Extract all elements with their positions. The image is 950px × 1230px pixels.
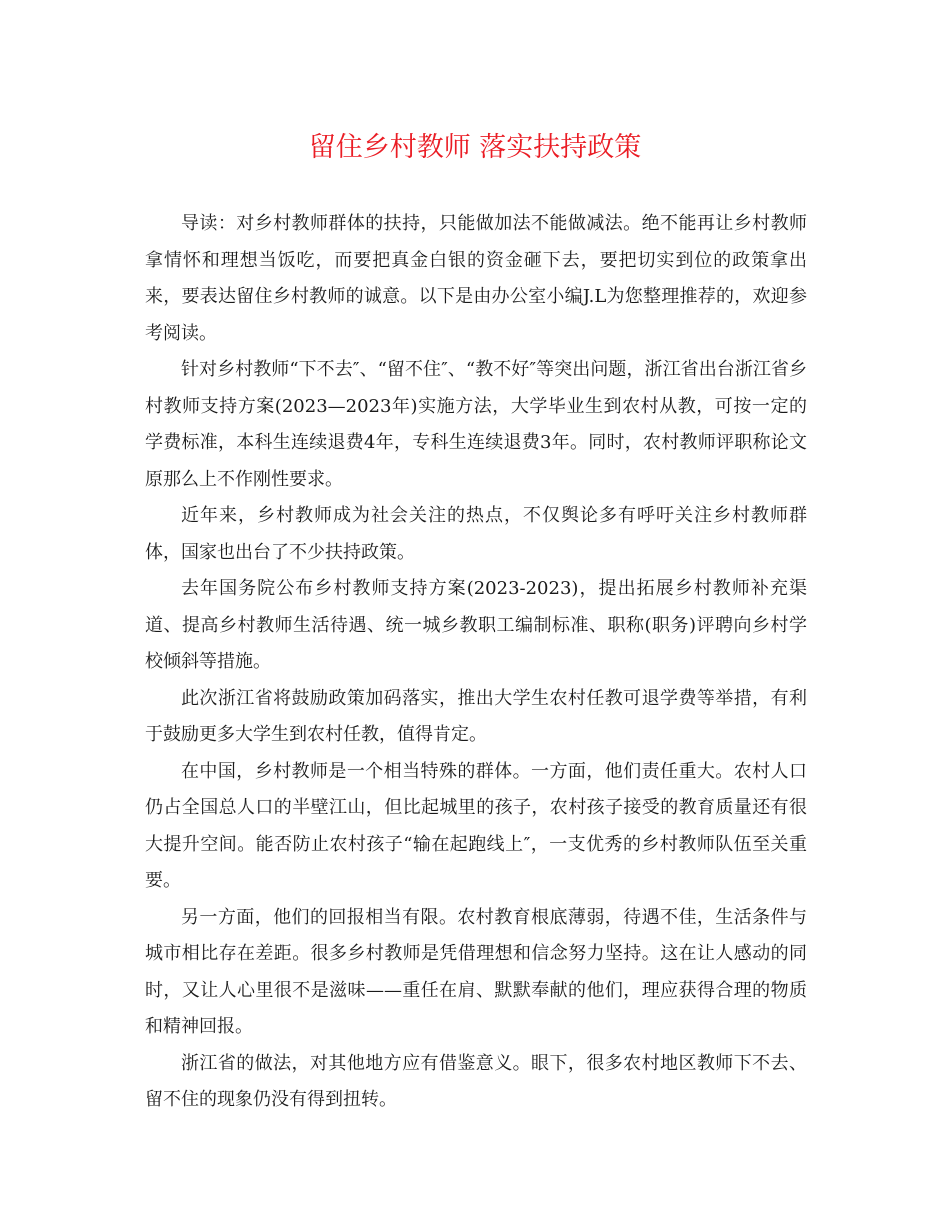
document-title: 留住乡村教师 落实扶持政策 <box>308 132 642 163</box>
document-body <box>145 206 807 1119</box>
paragraph: 近年来，乡村教师成为社会关注的热点，不仅舆论多有呼吁关注乡村教师群体，国家也出台了不少扶持政策。 <box>145 505 807 563</box>
paragraph-intro: 导读：对乡村教师群体的扶持，只能做加法不能做减法。绝不能再让乡村教师拿情怀和理想当饭吃，而要把真金白银的资金砸下去，要把切实到位的政策拿出来，要表达留住乡村教师的诚意。以下是由办公室小编J.L为您整理推荐的，欢迎参考阅读。 <box>145 213 807 344</box>
paragraph: 在中国，乡村教师是一个相当特殊的群体。一方面，他们责任重大。农村人口仍占全国总人口的半壁江山，但比起城里的孩子，农村孩子接受的教育质量还有很大提升空间。能否防止农村孩子“输在起跑线上″，一支优秀的乡村教师队伍至关重要。 <box>145 760 807 891</box>
paragraph: 浙江省的做法，对其他地方应有借鉴意义。眼下，很多农村地区教师下不去、留不住的现象仍没有得到扭转。 <box>145 1052 807 1110</box>
paragraph: 针对乡村教师“下不去″、“留不住″、“教不好″等突出问题，浙江省出台浙江省乡村教师支持方案(2023—2023年)实施方法，大学毕业生到农村从教，可按一定的学费标准，本科生连续退费4年，专科生连续退费3年。同时，农村教师评职称论文原那么上不作刚性要求。 <box>145 359 807 490</box>
paragraph: 另一方面，他们的回报相当有限。农村教育根底薄弱，待遇不佳，生活条件与城市相比存在差距。很多乡村教师是凭借理想和信念努力坚持。这在让人感动的同时，又让人心里很不是滋味——重任在肩、默默奉献的他们，理应获得合理的物质和精神回报。 <box>145 906 807 1037</box>
paragraph: 此次浙江省将鼓励政策加码落实，推出大学生农村任教可退学费等举措，有利于鼓励更多大学生到农村任教，值得肯定。 <box>145 687 807 745</box>
paragraph: 去年国务院公布乡村教师支持方案(2023-2023)，提出拓展乡村教师补充渠道、提高乡村教师生活待遇、统一城乡教职工编制标准、职称(职务)评聘向乡村学校倾斜等措施。 <box>145 578 807 672</box>
